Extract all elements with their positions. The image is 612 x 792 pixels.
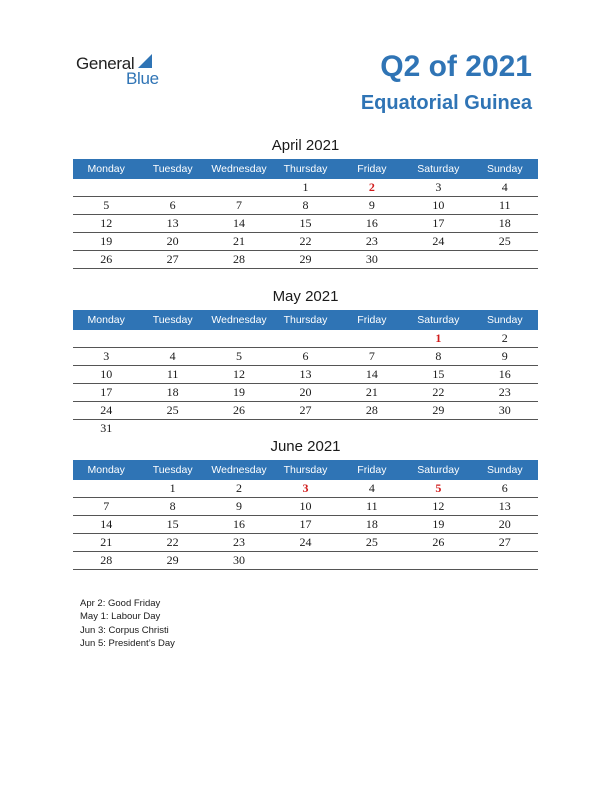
day-cell: 25 xyxy=(139,402,205,420)
day-cell: 17 xyxy=(405,215,471,233)
weekday-header: Tuesday xyxy=(139,310,205,330)
day-cell xyxy=(472,420,538,438)
day-cell: 10 xyxy=(73,366,139,384)
day-cell: 9 xyxy=(206,498,272,516)
weekday-header: Saturday xyxy=(405,460,471,480)
day-cell: 19 xyxy=(73,233,139,251)
weekday-header: Sunday xyxy=(472,310,538,330)
weekday-header: Wednesday xyxy=(206,159,272,179)
day-cell: 7 xyxy=(339,348,405,366)
day-cell: 24 xyxy=(272,534,338,552)
day-cell xyxy=(472,552,538,570)
day-cell: 15 xyxy=(272,215,338,233)
day-cell: 21 xyxy=(206,233,272,251)
day-cell: 11 xyxy=(139,366,205,384)
day-cell: 12 xyxy=(73,215,139,233)
day-cell: 14 xyxy=(339,366,405,384)
day-cell xyxy=(272,552,338,570)
logo-blue-text: Blue xyxy=(126,69,159,88)
day-cell xyxy=(339,420,405,438)
day-cell: 19 xyxy=(405,516,471,534)
logo-general-text: General xyxy=(76,54,135,73)
month-june xyxy=(73,437,538,570)
day-cell: 31 xyxy=(100,421,113,435)
weekday-header: Saturday xyxy=(405,310,471,330)
day-cell xyxy=(339,552,405,570)
day-cell xyxy=(272,420,338,438)
day-cell: 22 xyxy=(272,233,338,251)
holiday-note: Jun 3: Corpus Christi xyxy=(80,624,169,636)
day-cell: 8 xyxy=(272,197,338,215)
month-title: June 2021 xyxy=(270,438,341,455)
day-cell: 18 xyxy=(339,516,405,534)
calendar-table xyxy=(73,460,538,570)
weekday-header: Thursday xyxy=(272,159,338,179)
day-cell: 21 xyxy=(73,534,139,552)
day-cell: 17 xyxy=(73,384,139,402)
weekday-header: Friday xyxy=(339,310,405,330)
week-row xyxy=(73,552,538,570)
week-row xyxy=(73,330,538,348)
logo xyxy=(76,52,176,88)
day-cell: 14 xyxy=(206,215,272,233)
holiday-notes xyxy=(80,597,175,650)
day-cell: 18 xyxy=(139,384,205,402)
day-cell: 11 xyxy=(472,197,538,215)
week-row xyxy=(73,480,538,498)
page-title: Q2 of 2021 xyxy=(380,50,532,83)
day-cell: 27 xyxy=(472,534,538,552)
week-row xyxy=(73,179,538,197)
weekday-header: Monday xyxy=(73,310,139,330)
day-cell: 10 xyxy=(272,498,338,516)
weekday-header: Sunday xyxy=(472,460,538,480)
day-cell: 30 xyxy=(339,251,405,269)
day-cell: 26 xyxy=(73,251,139,269)
weekday-header: Friday xyxy=(339,159,405,179)
weekday-header: Sunday xyxy=(472,159,538,179)
day-cell: 8 xyxy=(139,498,205,516)
day-cell: 29 xyxy=(272,251,338,269)
day-cell: 30 xyxy=(206,552,272,570)
holiday-note: Apr 2: Good Friday xyxy=(80,598,161,609)
week-row xyxy=(73,366,538,384)
day-cell: 2 xyxy=(339,179,405,197)
week-row xyxy=(73,197,538,215)
day-cell xyxy=(206,330,272,348)
day-cell: 6 xyxy=(272,348,338,366)
day-cell xyxy=(272,330,338,348)
week-row xyxy=(73,516,538,534)
day-cell xyxy=(405,251,471,269)
day-cell: 4 xyxy=(139,348,205,366)
week-row xyxy=(73,215,538,233)
day-cell: 9 xyxy=(472,348,538,366)
day-cell: 18 xyxy=(472,215,538,233)
weekday-header: Saturday xyxy=(405,159,471,179)
holiday-note: May 1: Labour Day xyxy=(80,611,161,623)
day-cell xyxy=(206,179,272,197)
day-cell xyxy=(139,179,205,197)
day-cell: 25 xyxy=(472,233,538,251)
day-cell: 11 xyxy=(339,498,405,516)
day-cell xyxy=(472,251,538,269)
day-cell: 9 xyxy=(339,197,405,215)
weekday-header: Wednesday xyxy=(206,310,272,330)
day-cell: 26 xyxy=(206,402,272,420)
day-cell: 22 xyxy=(405,384,471,402)
day-cell: 16 xyxy=(472,366,538,384)
day-cell xyxy=(73,330,139,348)
day-cell: 13 xyxy=(272,366,338,384)
day-cell: 6 xyxy=(139,197,205,215)
week-row xyxy=(73,384,538,402)
day-cell: 28 xyxy=(339,402,405,420)
weekday-header: Tuesday xyxy=(139,460,205,480)
day-cell: 13 xyxy=(139,215,205,233)
calendar-table xyxy=(73,159,538,269)
day-cell: 23 xyxy=(472,384,538,402)
day-cell: 27 xyxy=(139,251,205,269)
day-cell: 13 xyxy=(472,498,538,516)
day-cell: 7 xyxy=(73,498,139,516)
day-cell: 5 xyxy=(206,348,272,366)
day-cell: 28 xyxy=(73,552,139,570)
day-cell: 29 xyxy=(139,552,205,570)
day-cell: 20 xyxy=(272,384,338,402)
day-cell: 22 xyxy=(139,534,205,552)
day-cell: 17 xyxy=(272,516,338,534)
month-title: April 2021 xyxy=(271,137,340,154)
day-cell xyxy=(405,420,471,438)
weekday-header: Monday xyxy=(73,460,139,480)
day-cell: 28 xyxy=(206,251,272,269)
day-cell: 24 xyxy=(73,402,139,420)
weekday-header: Thursday xyxy=(272,310,338,330)
weekday-header: Tuesday xyxy=(139,159,205,179)
day-cell: 5 xyxy=(405,480,471,498)
country-name: Equatorial Guinea xyxy=(360,92,532,114)
day-cell: 20 xyxy=(139,233,205,251)
day-cell xyxy=(339,330,405,348)
day-cell: 1 xyxy=(139,480,205,498)
day-cell: 1 xyxy=(272,179,338,197)
day-cell xyxy=(73,480,139,498)
day-cell: 15 xyxy=(139,516,205,534)
day-cell xyxy=(405,552,471,570)
calendar-table xyxy=(73,310,538,437)
week-row xyxy=(73,348,538,366)
day-cell: 3 xyxy=(272,480,338,498)
weekday-header: Wednesday xyxy=(206,460,272,480)
day-cell: 27 xyxy=(272,402,338,420)
day-cell: 30 xyxy=(472,402,538,420)
week-row xyxy=(73,402,538,420)
day-cell: 4 xyxy=(339,480,405,498)
day-cell: 12 xyxy=(206,366,272,384)
day-cell xyxy=(139,330,205,348)
day-cell: 29 xyxy=(405,402,471,420)
day-cell: 24 xyxy=(405,233,471,251)
day-cell xyxy=(139,420,205,438)
day-cell: 15 xyxy=(405,366,471,384)
day-cell: 2 xyxy=(206,480,272,498)
day-cell xyxy=(206,420,272,438)
week-row xyxy=(73,251,538,269)
week-row xyxy=(73,534,538,552)
day-cell: 1 xyxy=(405,330,471,348)
week-row xyxy=(73,420,538,438)
day-cell: 23 xyxy=(339,233,405,251)
day-cell: 14 xyxy=(73,516,139,534)
month-may xyxy=(73,287,538,437)
day-cell: 3 xyxy=(405,179,471,197)
day-cell: 6 xyxy=(472,480,538,498)
day-cell xyxy=(73,179,139,197)
day-cell: 4 xyxy=(472,179,538,197)
weekday-header: Monday xyxy=(73,159,139,179)
day-cell: 5 xyxy=(73,197,139,215)
month-title: May 2021 xyxy=(272,288,339,305)
day-cell: 12 xyxy=(405,498,471,516)
day-cell: 7 xyxy=(206,197,272,215)
logo-triangle-icon xyxy=(138,54,152,68)
weekday-header: Friday xyxy=(339,460,405,480)
day-cell: 10 xyxy=(405,197,471,215)
day-cell: 25 xyxy=(339,534,405,552)
week-row xyxy=(73,233,538,251)
weekday-header: Thursday xyxy=(272,460,338,480)
day-cell: 21 xyxy=(339,384,405,402)
day-cell: 23 xyxy=(206,534,272,552)
day-cell: 19 xyxy=(206,384,272,402)
week-row xyxy=(73,498,538,516)
day-cell: 2 xyxy=(472,330,538,348)
day-cell: 26 xyxy=(405,534,471,552)
month-april xyxy=(73,136,538,269)
day-cell: 3 xyxy=(73,348,139,366)
day-cell: 16 xyxy=(206,516,272,534)
day-cell: 20 xyxy=(472,516,538,534)
day-cell: 16 xyxy=(339,215,405,233)
holiday-note: Jun 5: President’s Day xyxy=(80,637,175,649)
day-cell: 8 xyxy=(405,348,471,366)
